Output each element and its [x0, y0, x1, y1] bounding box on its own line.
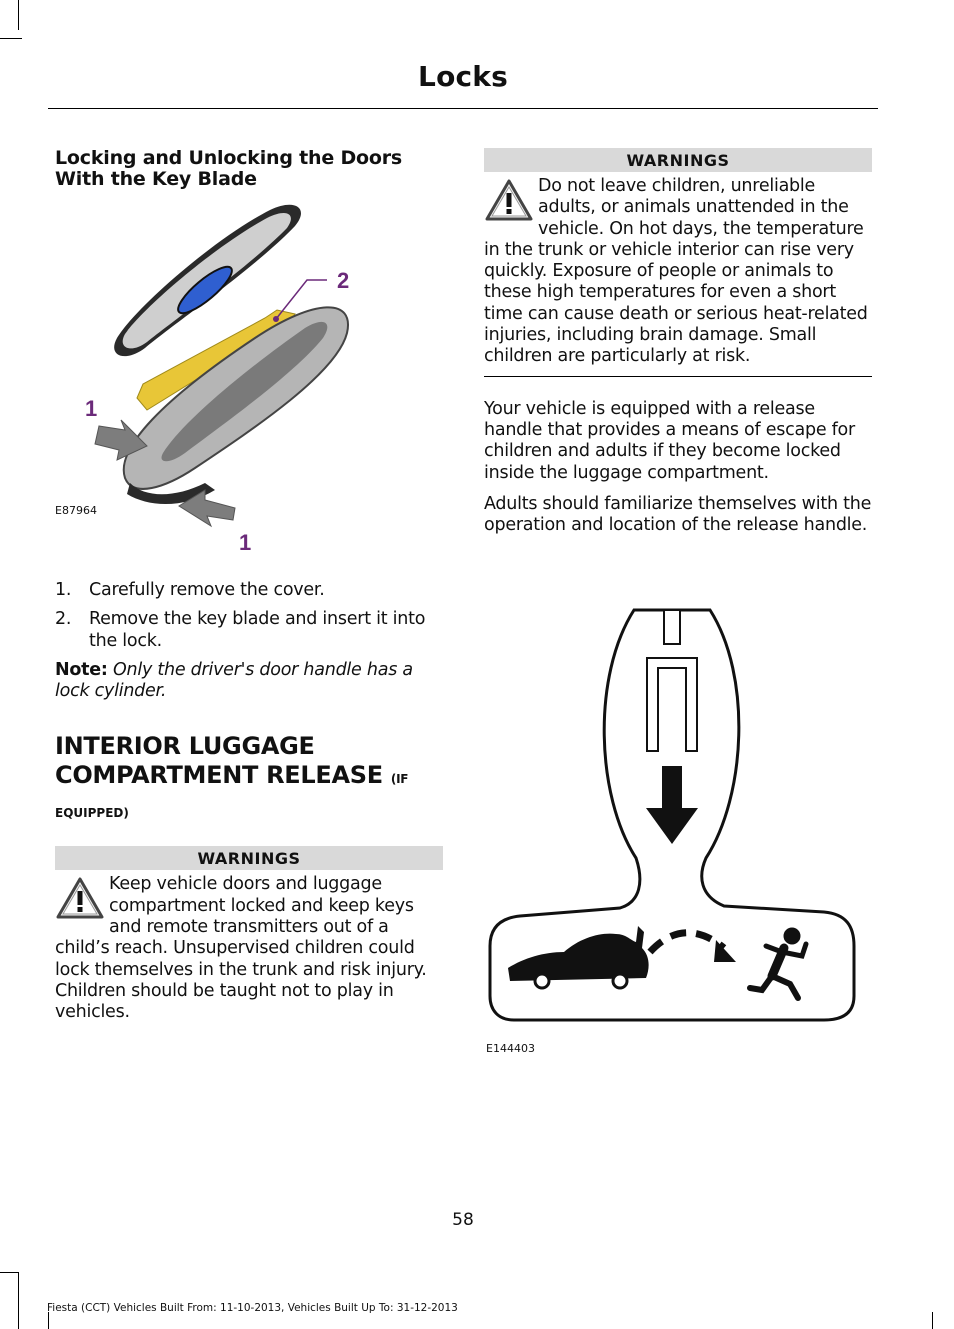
figure-code: E144403	[486, 1042, 535, 1056]
steps-list	[55, 580, 443, 652]
crop-mark-top-left-h	[0, 38, 22, 39]
warning-text: Keep vehicle doors and luggage compartment locked and keep keys and remote transmitters out of a child’s reach. Unsupervised children could lock themselves in the trunk and risk injury. Children should be taught not to play in vehicles.	[55, 874, 427, 1023]
page-header	[48, 58, 878, 109]
release-handle-illustration	[484, 596, 872, 1036]
callout-1-bottom: 1	[239, 530, 252, 555]
callout-1-top: 1	[85, 396, 98, 421]
warning-triangle-icon	[484, 178, 534, 222]
footer-vehicle-info: Fiesta (CCT) Vehicles Built From: 11-10-2013, Vehicles Built Up To: 31-12-2013	[47, 1302, 458, 1314]
warning-end-rule	[484, 368, 872, 377]
key-fob-illustration	[55, 198, 443, 555]
subheading-key-blade: Locking and Unlocking the Doors With the Key Blade	[55, 147, 403, 190]
list-item: 2. Remove the key blade and insert it into the lock.	[55, 609, 426, 651]
warning-text: Do not leave children, unreliable adults, or animals unattended in the vehicle. On hot days, the temperature in the trunk or vehicle interior can rise very quickly. Exposure of people or animals to these high temperatures for even a short time can cause death or serious heat-related injuries, including brain damage. Small children are particularly at risk.	[484, 176, 868, 367]
page-title: Locks	[418, 60, 508, 93]
crop-mark-top-left	[18, 0, 19, 30]
note-paragraph: Note: Only the driver's door handle has a lock cylinder.	[55, 659, 413, 702]
crop-mark-bottom-left	[18, 1272, 19, 1329]
page-number: 58	[452, 1210, 474, 1230]
warning-heading: WARNINGS	[484, 148, 872, 172]
crop-mark-bottom-tick	[48, 1312, 49, 1329]
paragraph-familiarize: Adults should familiarize themselves with the operation and location of the release handle.	[484, 493, 872, 536]
section-heading: INTERIOR LUGGAGE COMPARTMENT RELEASE (IF	[55, 732, 409, 790]
callout-2: 2	[337, 268, 350, 293]
key-blade-figure	[55, 198, 443, 555]
figure-code: E87964	[55, 504, 97, 517]
warning-box-right	[484, 148, 872, 377]
crop-mark-bottom-right	[932, 1312, 933, 1329]
list-item: 1. Carefully remove the cover.	[55, 580, 325, 600]
warning-heading: WARNINGS	[55, 846, 443, 870]
slot-top	[664, 610, 680, 644]
warning-box-left	[55, 846, 443, 1023]
right-column	[484, 148, 872, 1066]
release-handle-figure	[484, 596, 872, 1066]
crop-mark-bottom-left-h	[0, 1272, 18, 1273]
warning-triangle-icon	[55, 876, 105, 920]
section-heading-block: INTERIOR LUGGAGE COMPARTMENT RELEASE (IF EQUIPPED)	[55, 732, 443, 820]
paragraph-release-handle: Your vehicle is equipped with a release handle that provides a means of escape for children and adults if they become locked inside the luggage compartment.	[484, 398, 855, 483]
left-column	[55, 148, 443, 1024]
